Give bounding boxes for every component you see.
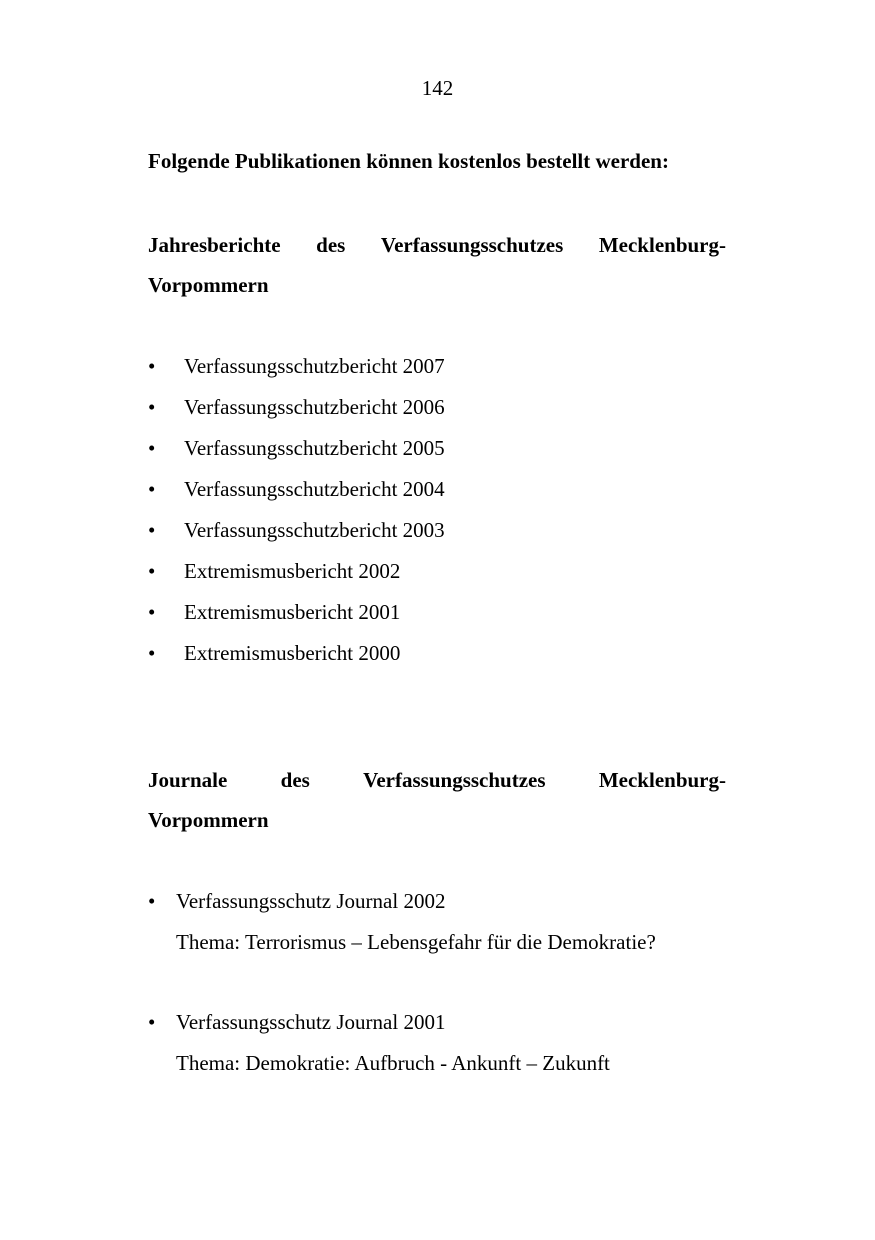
bullet-icon: •: [148, 559, 156, 583]
journal-title: Verfassungsschutz Journal 2001: [176, 1010, 446, 1034]
list-item: [148, 592, 726, 633]
heading-word: des: [316, 233, 346, 257]
heading-word: Jahresberichte: [148, 233, 281, 257]
bullet-icon: •: [148, 436, 156, 460]
heading-line-2: Vorpommern: [148, 808, 269, 832]
list-item: [148, 1002, 726, 1084]
list-item: [148, 346, 726, 387]
heading-word: Verfassungsschutzes: [363, 768, 546, 792]
bullet-icon: •: [148, 600, 156, 624]
section-heading-journale: [148, 760, 726, 840]
journal-topic: Thema: Terrorismus – Lebensgefahr für die Demokratie?: [176, 930, 656, 954]
bullet-icon: •: [148, 1010, 156, 1034]
page-number: 142: [421, 76, 454, 100]
heading-word: des: [280, 768, 310, 792]
bullet-icon: •: [148, 889, 156, 913]
section-heading-jahresberichte: [148, 225, 726, 305]
intro-text: Folgende Publikationen können kostenlos bestellt werden:: [148, 149, 669, 173]
list-item: [148, 551, 726, 592]
heading-word: Verfassungsschutzes: [380, 233, 564, 257]
journal-title: Verfassungsschutz Journal 2002: [176, 889, 446, 913]
bullet-icon: •: [148, 477, 156, 501]
heading-line-1: [148, 760, 726, 800]
bullet-icon: •: [148, 395, 156, 419]
journal-list: [148, 881, 726, 1084]
list-item: [148, 428, 726, 469]
list-item: [148, 387, 726, 428]
heading-word: Mecklenburg-: [598, 768, 726, 792]
heading-line-1: [148, 225, 726, 265]
list-item-label: Extremismusbericht 2002: [184, 559, 401, 583]
list-item-label: Extremismusbericht 2000: [184, 641, 401, 665]
list-item-label: Extremismusbericht 2001: [184, 600, 401, 624]
list-item-label: Verfassungsschutzbericht 2003: [184, 518, 445, 542]
list-item-label: Verfassungsschutzbericht 2007: [184, 354, 445, 378]
list-item-label: Verfassungsschutzbericht 2006: [184, 395, 445, 419]
heading-word: Mecklenburg-: [598, 233, 726, 257]
report-list: [148, 346, 726, 674]
list-item: [148, 469, 726, 510]
heading-line-2: Vorpommern: [148, 273, 269, 297]
list-item-label: Verfassungsschutzbericht 2005: [184, 436, 445, 460]
list-item-label: Verfassungsschutzbericht 2004: [184, 477, 445, 501]
list-item: [148, 881, 726, 963]
bullet-icon: •: [148, 354, 156, 378]
bullet-icon: •: [148, 518, 156, 542]
heading-word: Journale: [148, 768, 228, 792]
journal-topic: Thema: Demokratie: Aufbruch - Ankunft – Zukunft: [176, 1051, 610, 1075]
bullet-icon: •: [148, 641, 156, 665]
page-content: [148, 147, 726, 1084]
list-item: [148, 633, 726, 674]
list-item: [148, 510, 726, 551]
